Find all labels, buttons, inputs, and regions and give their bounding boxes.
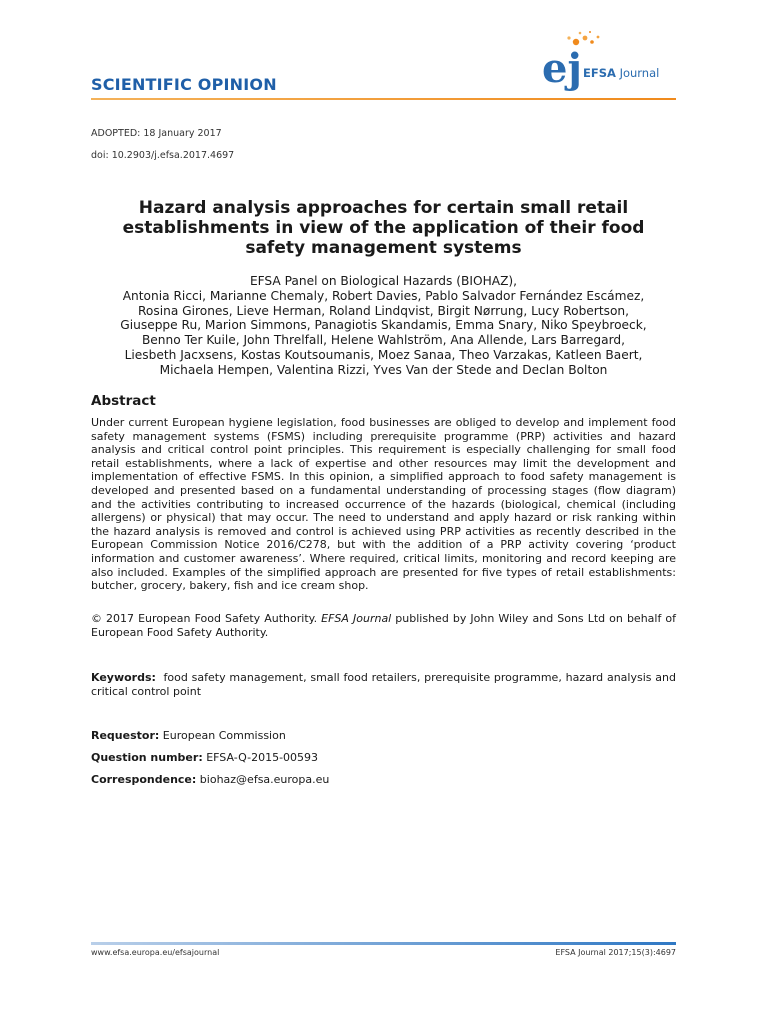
question-number-row bbox=[91, 751, 318, 764]
keywords bbox=[91, 671, 676, 699]
author-line: EFSA Panel on Biological Hazards (BIOHAZ), bbox=[249, 274, 518, 288]
author-list bbox=[91, 274, 676, 378]
efsa-journal-logo bbox=[540, 30, 680, 100]
star-burst-icon bbox=[567, 31, 599, 45]
keywords-label: Keywords: bbox=[91, 671, 156, 684]
question-number-label: Question number: bbox=[91, 751, 203, 764]
footer-citation: EFSA Journal 2017;15(3):4697 bbox=[555, 948, 676, 957]
paper-title: Hazard analysis approaches for certain small retail establishments in view of the application of their food safety management systems bbox=[122, 198, 645, 258]
logo-letters: ej bbox=[542, 45, 582, 92]
doi-link[interactable]: doi: 10.2903/j.efsa.2017.4697 bbox=[91, 150, 235, 161]
question-number-value: EFSA-Q-2015-00593 bbox=[206, 751, 319, 764]
author-line: Rosina Girones, Lieve Herman, Roland Lindqvist, Birgit Nørrung, Lucy Robertson, bbox=[138, 303, 629, 318]
author-line: Michaela Hempen, Valentina Rizzi, Yves Van der Stede and Declan Bolton bbox=[159, 362, 608, 377]
requestor-value: European Commission bbox=[162, 729, 286, 742]
correspondence-row bbox=[91, 773, 329, 786]
header-divider bbox=[91, 98, 676, 100]
copyright-prefix: © 2017 European Food Safety Authority. bbox=[91, 612, 322, 625]
author-line: Benno Ter Kuile, John Threlfall, Helene Wahlström, Ana Allende, Lars Barregard, bbox=[141, 333, 626, 348]
journal-name-bold: EFSA bbox=[583, 66, 616, 80]
keywords-value: food safety management, small food retailers, prerequisite programme, hazard analysis and critical control point bbox=[91, 671, 676, 698]
requestor-label: Requestor: bbox=[91, 729, 160, 742]
author-line: Giuseppe Ru, Marion Simmons, Panagiotis Skandamis, Emma Snary, Niko Speybroeck, bbox=[120, 318, 647, 333]
journal-name bbox=[583, 66, 659, 80]
copyright-notice bbox=[91, 612, 676, 640]
correspondence-email[interactable]: biohaz@efsa.europa.eu bbox=[199, 773, 330, 786]
footer-url[interactable]: www.efsa.europa.eu/efsajournal bbox=[91, 948, 220, 957]
copyright-journal: EFSA Journal bbox=[321, 612, 392, 625]
author-line: Antonia Ricci, Marianne Chemaly, Robert Davies, Pablo Salvador Fernández Escámez, bbox=[122, 288, 645, 303]
adopted-date: ADOPTED: 18 January 2017 bbox=[91, 128, 222, 139]
abstract-text: Under current European hygiene legislation, food businesses are obliged to develop and implement food safety management systems (FSMS) including prerequisite programme (PRP) activities and hazard analysis and critical control point principles. This requirement is especially challenging for small food retail establishments, where a lack of expertise and other resources may limit the development and implementation of effective FSMS. In this opinion, a simplified approach to food safety management is developed and presented based on a fundamental understanding of processing stages (flow diagram) and the activities contributing to increased occurrence of the hazards (biological, chemical (including allergens) or physical) that may occur. The need to understand and apply hazard or risk ranking within the hazard analysis is removed and control is achieved using PRP activities as recently described in the European Commission Notice 2016/C278, but with the addition of a PRP activity covering ‘product information and customer awareness’. Where required, critical limits, monitoring and record keeping are also included. Examples of the simplified approach are presented for five types of retail establishments: butcher, grocery, bakery, fish and ice cream shop. bbox=[91, 416, 676, 593]
copyright-suffix: published by John Wiley and Sons Ltd on behalf of European Food Safety Authority. bbox=[91, 612, 676, 639]
abstract-heading: Abstract bbox=[91, 393, 156, 409]
journal-name-word: Journal bbox=[619, 66, 660, 80]
correspondence-label: Correspondence: bbox=[91, 773, 197, 786]
footer-divider bbox=[91, 942, 676, 945]
section-label: SCIENTIFIC OPINION bbox=[91, 75, 277, 94]
requestor-row bbox=[91, 729, 286, 742]
author-line: Liesbeth Jacxsens, Kostas Koutsoumanis, Moez Sanaa, Theo Varzakas, Katleen Baert, bbox=[124, 347, 643, 362]
